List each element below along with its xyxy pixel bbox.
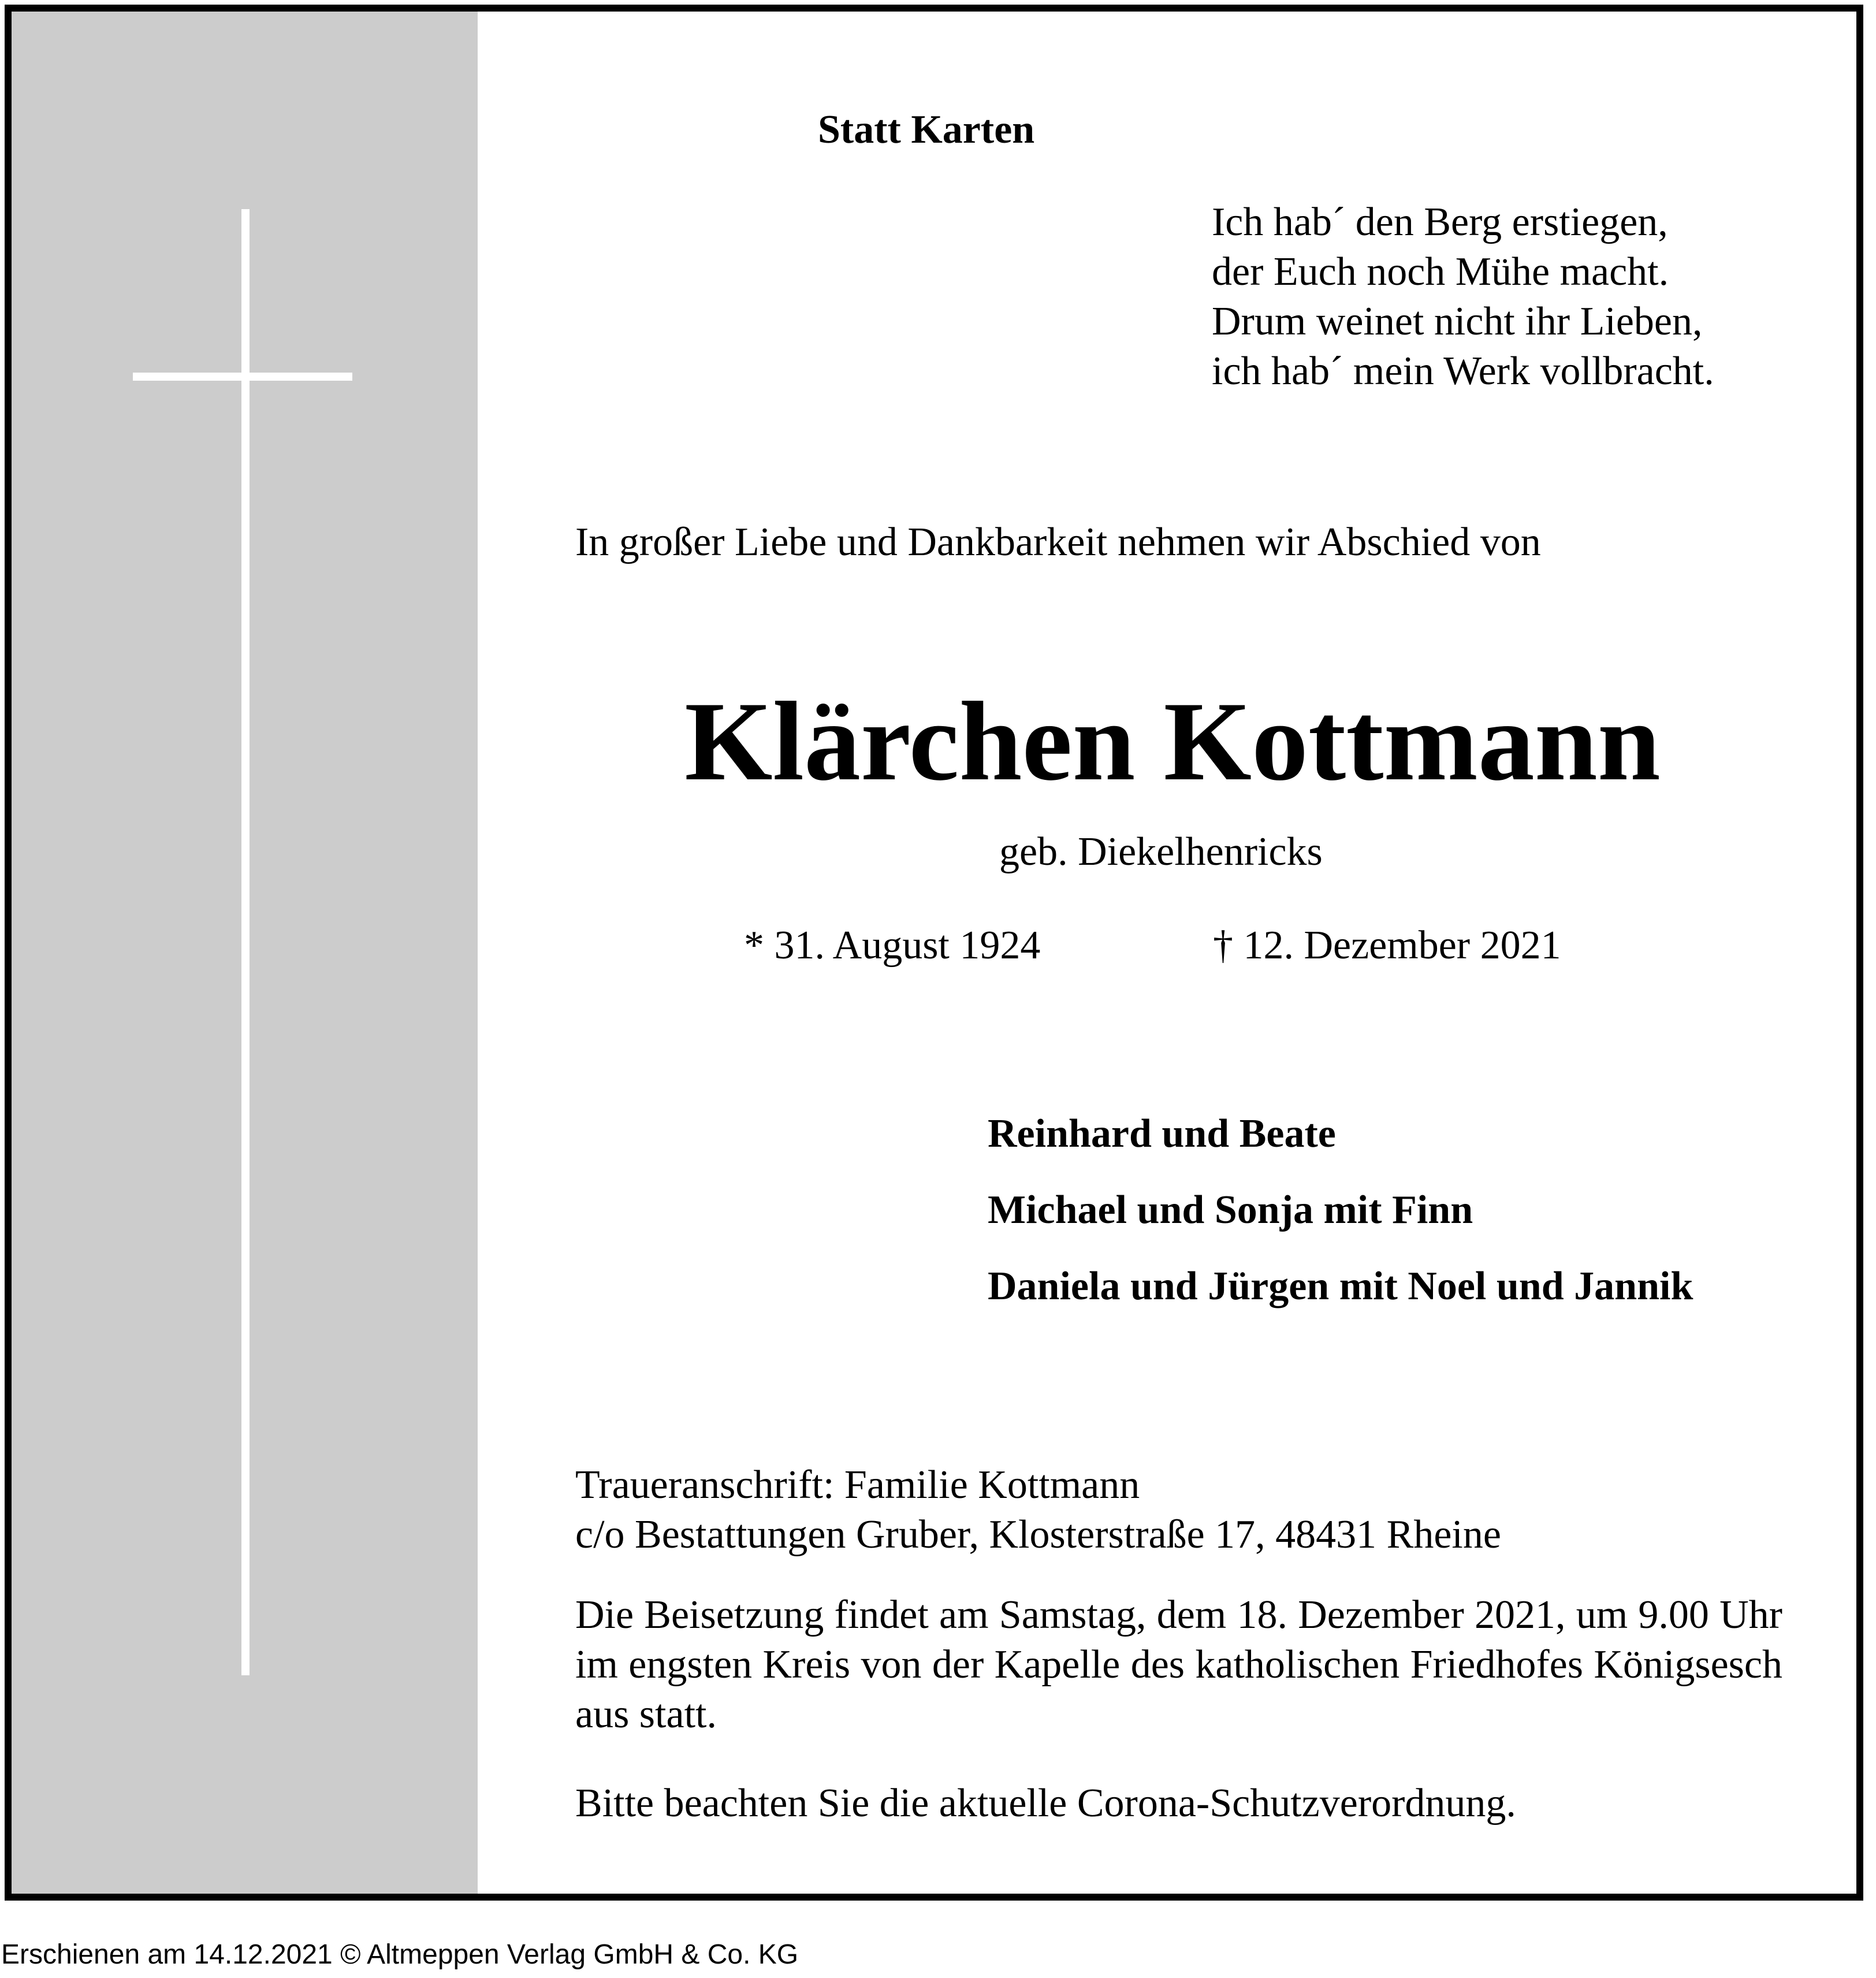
publication-footer: Erschienen am 14.12.2021 © Altmeppen Verlag GmbH & Co. KG (1, 1939, 799, 1970)
birth-date: * 31. August 1924 (744, 923, 1041, 968)
header-statt-karten: Statt Karten (818, 107, 1035, 152)
poem-line: ich hab´ mein Werk vollbracht. (1212, 349, 1714, 393)
mourning-address (575, 1460, 1501, 1560)
family-member: Reinhard und Beate (988, 1111, 1336, 1156)
cross-horizontal-bar (133, 373, 352, 381)
poem-line: der Euch noch Mühe macht. (1212, 250, 1669, 294)
death-date: † 12. Dezember 2021 (1213, 923, 1561, 968)
family-member: Michael und Sonja mit Finn (988, 1188, 1473, 1232)
family-list (988, 1111, 1693, 1343)
maiden-name: geb. Diekelhenricks (999, 830, 1323, 874)
family-member: Daniela und Jürgen mit Noel und Jannik (988, 1264, 1693, 1308)
deceased-name: Klärchen Kottmann (684, 679, 1661, 804)
poem-line: Drum weinet nicht ihr Lieben, (1212, 299, 1703, 344)
corona-notice: Bitte beachten Sie die aktuelle Corona-Schutzverordnung. (575, 1781, 1516, 1825)
burial-info: Die Beisetzung findet am Samstag, dem 18. Dezember 2021, um 9.00 Uhr im engsten Kreis von der Kapelle des katholischen Friedhofes Königsesch aus statt. (575, 1593, 1782, 1737)
obituary-notice (5, 5, 1863, 1901)
poem (1212, 198, 1714, 396)
address-line: c/o Bestattungen Gruber, Klosterstraße 17, 48431 Rheine (575, 1512, 1501, 1557)
side-band (12, 12, 478, 1894)
cross-vertical-bar (241, 209, 250, 1675)
intro-text: In großer Liebe und Dankbarkeit nehmen wir Abschied von (575, 520, 1541, 564)
address-line: Traueranschrift: Familie Kottmann (575, 1463, 1140, 1507)
poem-line: Ich hab´ den Berg erstiegen, (1212, 200, 1668, 244)
